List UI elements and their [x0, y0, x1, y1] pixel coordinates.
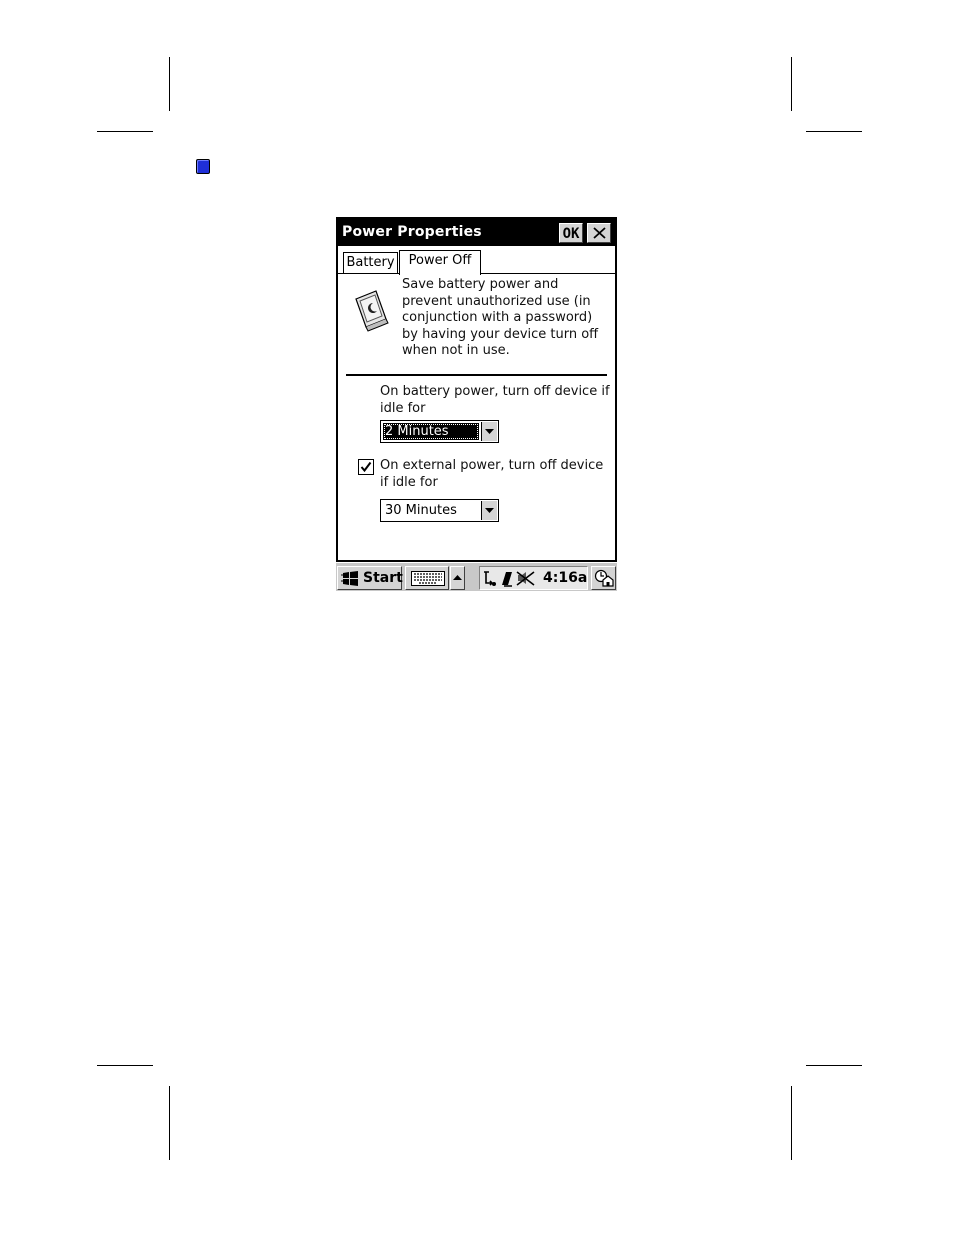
- battery-dropdown-button[interactable]: [481, 422, 497, 441]
- input-panel-arrow-button[interactable]: [450, 566, 465, 590]
- external-dropdown-button[interactable]: [481, 501, 497, 520]
- external-power-checkbox[interactable]: [358, 459, 374, 475]
- chevron-down-icon: [485, 429, 494, 434]
- tab-power-off[interactable]: [399, 250, 481, 275]
- chevron-down-icon: [485, 508, 494, 513]
- crop-mark: [806, 1065, 862, 1066]
- clock[interactable]: 4:16a: [543, 570, 588, 586]
- power-off-description: Save battery power and prevent unauthorized use (in conjunction with a password) by having your device turn off when not in use.: [402, 277, 599, 358]
- bullet-icon: [196, 159, 210, 174]
- power-properties-dialog: [336, 217, 617, 562]
- crop-mark: [806, 131, 862, 132]
- keyboard-button[interactable]: [405, 566, 449, 590]
- sound-off-icon: [517, 572, 534, 585]
- device-screen: [336, 217, 617, 591]
- desktop-icon: [594, 569, 614, 588]
- tab-strip: [338, 248, 615, 274]
- battery-idle-dropdown[interactable]: [380, 420, 499, 443]
- ok-button[interactable]: OK: [559, 223, 583, 243]
- crop-mark: [97, 1065, 153, 1066]
- external-idle-label: On external power, turn off device if idle for: [380, 458, 604, 490]
- taskbar: [336, 562, 617, 591]
- tab-power-off-label: Power Off: [408, 253, 472, 268]
- external-idle-dropdown[interactable]: [380, 499, 499, 522]
- title-bar: [338, 219, 615, 246]
- start-button[interactable]: [337, 566, 402, 590]
- windows-logo-icon: [341, 570, 361, 587]
- connection-icon: [484, 572, 496, 586]
- crop-mark: [169, 57, 170, 111]
- close-button[interactable]: [587, 223, 611, 243]
- close-icon: [593, 227, 606, 239]
- battery-idle-label: On battery power, turn off device if idle for: [380, 384, 610, 416]
- external-idle-value: 30 Minutes: [385, 503, 457, 518]
- dialog-title: Power Properties: [342, 224, 482, 240]
- crop-mark: [169, 1086, 170, 1160]
- battery-idle-value: 2 Minutes: [383, 423, 479, 440]
- pen-icon: [502, 572, 512, 586]
- crop-mark: [791, 57, 792, 111]
- section-divider: [346, 374, 607, 376]
- tab-battery[interactable]: Battery: [343, 252, 398, 274]
- show-desktop-button[interactable]: [591, 566, 616, 590]
- keyboard-icon: [411, 571, 445, 586]
- tab-gap: [400, 273, 480, 275]
- arrow-up-icon: [453, 575, 462, 580]
- system-tray: [479, 566, 588, 590]
- crop-mark: [791, 1086, 792, 1160]
- start-label: Start: [363, 570, 403, 586]
- checkmark-icon: [360, 461, 372, 473]
- crop-mark: [97, 131, 153, 132]
- tray-icons: [482, 569, 542, 588]
- power-device-icon: [352, 289, 392, 333]
